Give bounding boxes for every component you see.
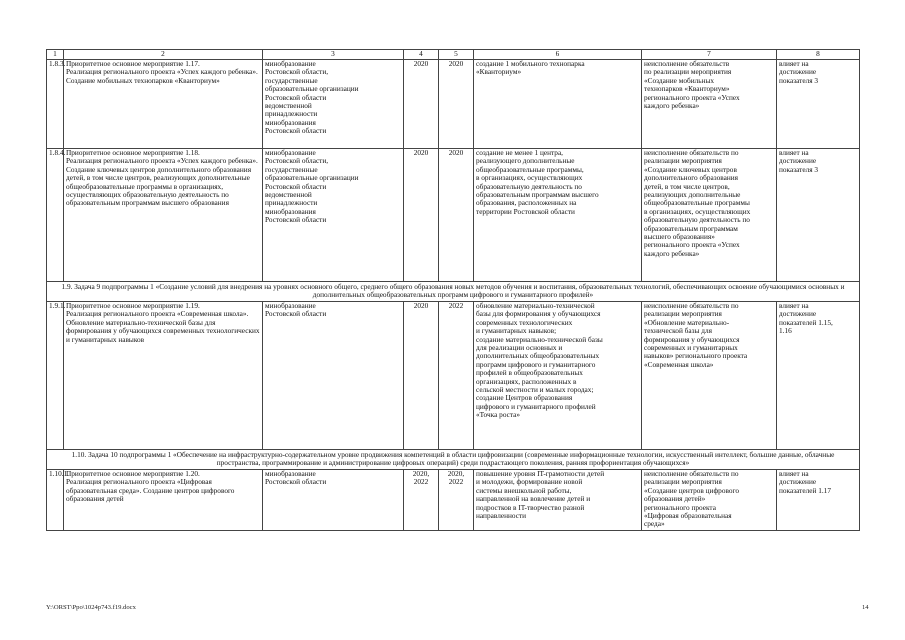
executor: минобразование Ростовской области (263, 470, 404, 531)
executor: минобразование Ростовской области (263, 302, 404, 450)
consequence: неисполнение обязательств по реализации мероприятия «Создание центров цифрового образования детей» регионального проекта «Цифровая образовательная среда» (642, 470, 777, 531)
indicator-link: влияет на достижение показателя 3 (777, 60, 860, 149)
end-year: 2020 (439, 149, 474, 282)
task-heading: 1.9. Задача 9 подпрограммы 1 «Создание условий для внедрения на уровнях основного общего, среднего общего образования новых методов обучения и воспитания, образовательных технологий, обеспечивающих освоение обучающимися основных и дополнительных общеобразовательных программ цифрового и гуманитарного профилей» (47, 282, 860, 302)
table-row (47, 470, 860, 531)
executor: минобразование Ростовской области, государственные образовательные организации Ростовской области ведомственной принадлежности минобразования Ростовской области (263, 149, 404, 282)
table-header-row (47, 50, 860, 60)
task-row (47, 282, 860, 302)
indicator-link: влияет на достижение показателей 1.15, 1.16 (777, 302, 860, 450)
table-row (47, 149, 860, 282)
start-year: 2020 (404, 302, 439, 450)
row-number: 1.10.1. (47, 470, 64, 531)
measure-name: Приоритетное основное мероприятие 1.20. Реализация регионального проекта «Цифровая образовательная среда». Создание центров цифрового образования детей (64, 470, 263, 531)
measure-name: Приоритетное основное мероприятие 1.18. Реализация регионального проекта «Успех каждого ребенка». Создание ключевых центров дополнительного образования детей, в том числе центров, реализующих дополнительные общеобразовательные программы в организациях, осуществляющих образовательную деятельность по образовательным программам высшего образования (64, 149, 263, 282)
end-year: 2020 (439, 60, 474, 149)
task-row (47, 450, 860, 470)
end-year: 2022 (439, 302, 474, 450)
measure-name: Приоритетное основное мероприятие 1.17. Реализация регионального проекта «Успех каждого ребенка». Создание мобильных технопарков «Кванториум» (64, 60, 263, 149)
start-year: 2020, 2022 (404, 470, 439, 531)
header-cell: 7 (642, 50, 777, 60)
row-number: 1.9.1. (47, 302, 64, 450)
header-cell: 4 (404, 50, 439, 60)
header-cell: 2 (64, 50, 263, 60)
end-year: 2020, 2022 (439, 470, 474, 531)
header-cell: 5 (439, 50, 474, 60)
header-cell: 1 (47, 50, 64, 60)
executor: минобразование Ростовской области, государственные образовательные организации Ростовской области ведомственной принадлежности минобразования Ростовской области (263, 60, 404, 149)
indicator-link: влияет на достижение показателя 3 (777, 149, 860, 282)
table-row (47, 302, 860, 450)
page-number: 14 (862, 604, 869, 611)
header-cell: 3 (263, 50, 404, 60)
task-heading: 1.10. Задача 10 подпрограммы 1 «Обеспечение на инфраструктурно-содержательном уровне продвижения компетенций в области цифровизации (современные информационные технологии, искусственный интеллект, большие данные, облачные пространства, программирование и администрирование цифровых операций) среди подрастающего поколения, ранняя профориентация обучающихся» (47, 450, 860, 470)
expected-result: повышение уровня IT-грамотности детей и молодежи, формирование новой системы внешкольной работы, направленной на вовлечение детей и подростков в IT-творчество разной направленности (474, 470, 642, 531)
indicator-link: влияет на достижение показателей 1.17 (777, 470, 860, 531)
table-row (47, 60, 860, 149)
measure-name: Приоритетное основное мероприятие 1.19. Реализация регионального проекта «Современная школа». Обновление материально-технической базы для формирования у обучающихся современных технологических и гуманитарных навыков (64, 302, 263, 450)
row-number: 1.8.3. (47, 60, 64, 149)
expected-result: создание 1 мобильного технопарка «Кванториум» (474, 60, 642, 149)
start-year: 2020 (404, 60, 439, 149)
file-path: Y:\ORST\Ppo\1024p743.f19.docx (46, 604, 136, 611)
consequence: неисполнение обязательств по реализации мероприятия «Создание мобильных технопарков «Кванториум» регионального проекта «Успех каждого ребенка» (642, 60, 777, 149)
expected-result: создание не менее 1 центра, реализующего дополнительные общеобразовательные программы, в организациях, осуществляющих образовательную деятельность по образовательным программам высшего образования, расположенных на территории Ростовской области (474, 149, 642, 282)
expected-result: обновление материально-технической базы для формирования у обучающихся современных технологических и гуманитарных навыков; создание материально-технической базы для реализации основных и дополнительных общеобразовательных программ цифрового и гуманитарного профилей в общеобразовательных организациях, расположенных в сельской местности и малых городах; создание Центров образования цифрового и гуманитарного профилей «Точка роста» (474, 302, 642, 450)
consequence: неисполнение обязательств по реализации мероприятия «Создание ключевых центров дополнительного образования детей, в том числе центров, реализующих дополнительные общеобразовательные программы в организациях, осуществляющих образовательную деятельность по образовательным программам высшего образования» регионального проекта «Успех каждого ребенка» (642, 149, 777, 282)
consequence: неисполнение обязательств по реализации мероприятия «Обновление материально- технической базы для формирования у обучающихся современных и гуманитарных навыков» регионального проекта «Современная школа» (642, 302, 777, 450)
measures-table (46, 49, 860, 531)
start-year: 2020 (404, 149, 439, 282)
header-cell: 8 (777, 50, 860, 60)
row-number: 1.8.4. (47, 149, 64, 282)
header-cell: 6 (474, 50, 642, 60)
